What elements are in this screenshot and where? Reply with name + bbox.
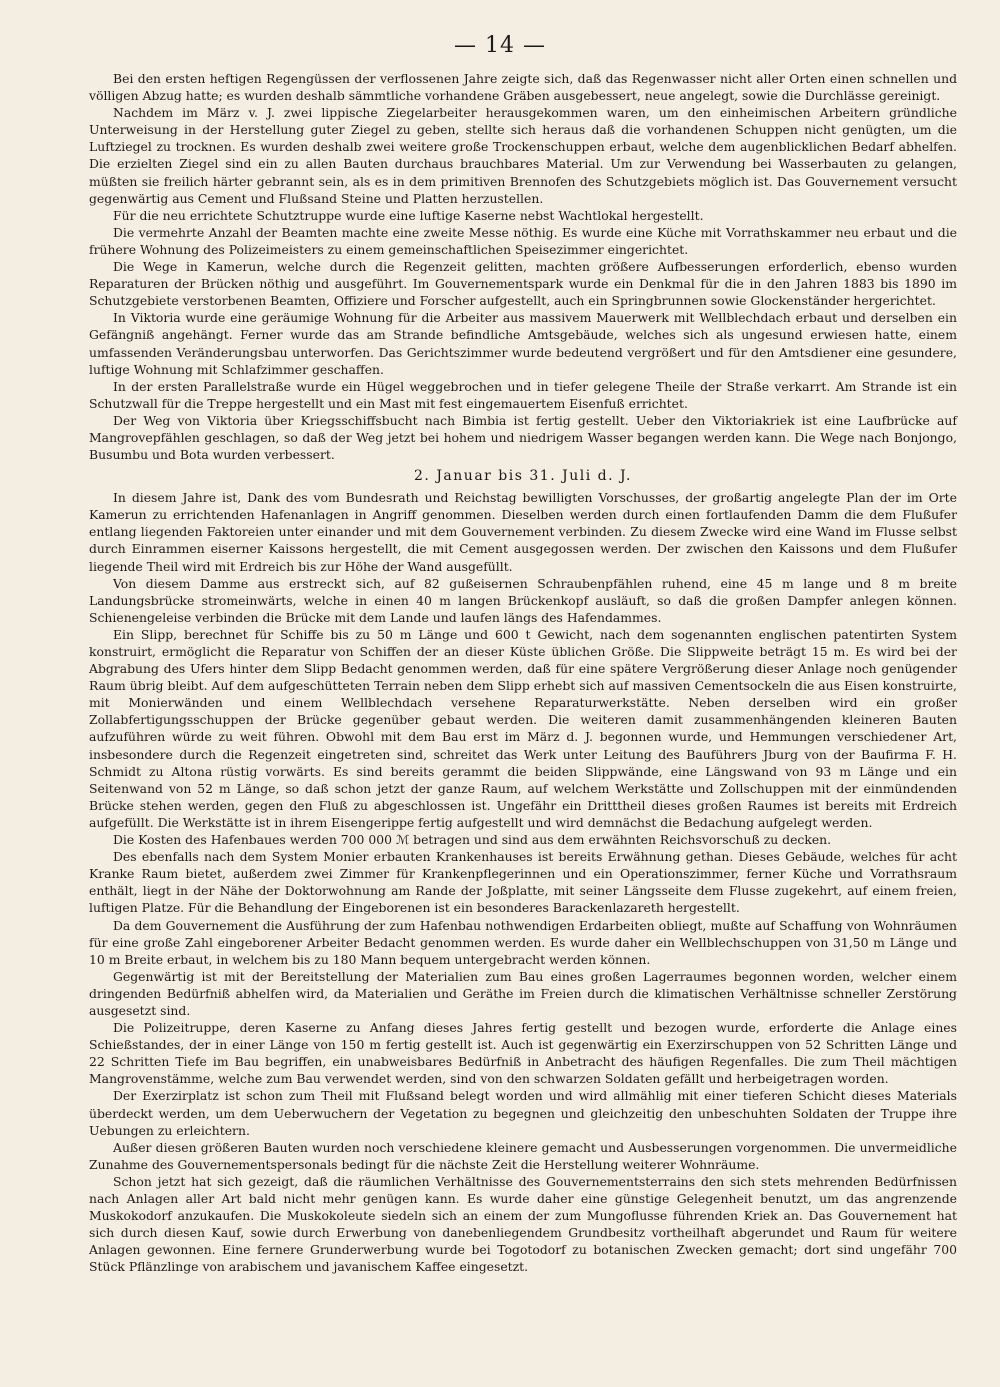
paragraph: Die Kosten des Hafenbaues werden 700 000 ℳ betragen und sind aus dem erwähnten Reichsvorschuß zu decken. — [113, 832, 832, 848]
paragraph: Die vermehrte Anzahl der Beamten machte eine zweite Messe nöthig. Es wurde eine Küche mit Vorrathskammer neu erbaut und die frühere Wohnung des Polizeimeisters zu einem gemeinschaftlichen Speisezimmer eingerichtet. — [89, 224, 957, 257]
section-heading: 2. Januar bis 31. Juli d. J. — [414, 468, 632, 485]
paragraph: Die Polizeitruppe, deren Kaserne zu Anfang dieses Jahres fertig gestellt und bezogen wurde, erforderte die Anlage eines Schießstandes, der in einer Länge von 150 m fertig gestellt ist. Auch ist gegenwärtig ein Exerzirschuppen von 52 Schritten Länge und 22 Schritten Tiefe im Bau begriffen, ein unabweisbares Bedürfniß in Anbetracht des häufigen Regenfalles. Die zum Theil mächtigen Mangrovenstämme, welche zum Bau verwendet werden, sind von den schwarzen Soldaten gefällt und herbeigetragen worden. — [89, 1020, 957, 1087]
paragraph: In Viktoria wurde eine geräumige Wohnung für die Arbeiter aus massivem Mauerwerk mit Wellblechdach erbaut und derselben ein Gefängniß angehängt. Ferner wurde das am Strande befindliche Amtsgebäude, welches sich als ungesund erwiesen hatte, einem umfassenden Veränderungsbau unterworfen. Das Gerichtszimmer wurde bedeutend vergrößert und für den Amtsdiener eine gesundere, luftige Wohnung mit Schlafzimmer geschaffen. — [89, 310, 957, 377]
paragraph: Da dem Gouvernement die Ausführung der zum Hafenbau nothwendigen Erdarbeiten obliegt, mußte auf Schaffung von Wohnräumen für eine große Zahl eingeborener Arbeiter Bedacht genommen werden. Es wurde daher ein Wellblechschuppen von 31,50 m Länge und 10 m Breite erbaut, in welchem bis zu 180 Mann bequem untergebracht werden können. — [89, 917, 957, 967]
page-body — [89, 70, 957, 1275]
paragraph: In diesem Jahre ist, Dank des vom Bundesrath und Reichstag bewilligten Vorschusses, der großartig angelegte Plan der im Orte Kamerun zu errichtenden Hafenanlagen in Angriff genommen. Dieselben werden durch einen fortlaufenden Damm die dem Flußufer entlang liegenden Faktoreien unter einander und mit dem Gouvernement verbinden. Zu diesem Zwecke wird eine Wand im Flusse selbst durch Einrammen eiserner Kaissons hergestellt, die mit Cement ausgegossen werden. Der zwischen den Kaissons und dem Flußufer liegende Theil wird mit Erdreich bis zur Höhe der Wand ausgefüllt. — [89, 490, 957, 574]
paragraph: Des ebenfalls nach dem System Monier erbauten Krankenhauses ist bereits Erwähnung gethan. Dieses Gebäude, welches für acht Kranke Raum bietet, außerdem zwei Zimmer für Krankenpflegerinnen und ein Operationszimmer, ferner Küche und Vorrathsraum enthält, liegt in der Nähe der Doktorwohnung am Rande der Joßplatte, mit seiner Längsseite dem Flusse zugekehrt, auf einem freien, luftigen Platze. Für die Behandlung der Eingeborenen ist ein besonderes Barackenlazareth hergestellt. — [89, 849, 957, 916]
paragraph: Außer diesen größeren Bauten wurden noch verschiedene kleinere gemacht und Ausbesserungen vorgenommen. Die unvermeidliche Zunahme des Gouvernementspersonals bedingt für die nächste Zeit die Herstellung weiterer Wohnräume. — [89, 1139, 957, 1172]
paragraph: Von diesem Damme aus erstreckt sich, auf 82 gußeisernen Schraubenpfählen ruhend, eine 45 m lange und 8 m breite Landungsbrücke stromeinwärts, welche in einen 40 m langen Brückenkopf ausläuft, so daß die großen Dampfer anlegen können. Schienengeleise verbinden die Brücke mit dem Lande und laufen längs des Hafendammes. — [89, 575, 957, 625]
page-number: — 14 — — [454, 33, 546, 58]
paragraph: Die Wege in Kamerun, welche durch die Regenzeit gelitten, machten größere Aufbesserungen erforderlich, ebenso wurden Reparaturen der Brücken nöthig und ausgeführt. Im Gouvernementspark wurde ein Denkmal für die in den Jahren 1883 bis 1890 im Schutzgebiete verstorbenen Beamten, Offiziere und Forscher aufgestellt, auch ein Springbrunnen sowie Glockenständer hergerichtet. — [89, 259, 957, 309]
paragraph: Gegenwärtig ist mit der Bereitstellung der Materialien zum Bau eines großen Lagerraumes begonnen worden, welcher einem dringenden Bedürfniß abhelfen wird, da Materialien und Geräthe im Freien durch die klimatischen Verhältnisse schneller Zerstörung ausgesetzt sind. — [89, 968, 957, 1018]
paragraph: Bei den ersten heftigen Regengüssen der verflossenen Jahre zeigte sich, daß das Regenwasser nicht aller Orten einen schnellen und völligen Abzug hatte; es wurden deshalb sämmtliche vorhandene Gräben ausgebessert, neue angelegt, sowie die Durchlässe gereinigt. — [89, 71, 957, 104]
paragraph: Schon jetzt hat sich gezeigt, daß die räumlichen Verhältnisse des Gouvernementsterrains den sich stets mehrenden Bedürfnissen nach Anlagen aller Art bald nicht mehr genügen kann. Es wurde daher eine günstige Gelegenheit benutzt, um das angrenzende Muskokodorf anzukaufen. Die Muskokoleute siedeln sich an einem der zum Mungoflusse führenden Kriek an. Das Gouvernement hat sich durch diesen Kauf, sowie durch Erwerbung von danebenliegendem Grundbesitz vortheilhaft abgerundet und Raum für weitere Anlagen gewonnen. Eine fernere Grunderwerbung wurde bei Togotodorf zu botanischen Zwecken gemacht; dort sind ungefähr 700 Stück Pflänzlinge von arabischem und javanischem Kaffee eingesetzt. — [89, 1173, 957, 1275]
paragraph: In der ersten Parallelstraße wurde ein Hügel weggebrochen und in tiefer gelegene Theile der Straße verkarrt. Am Strande ist ein Schutzwall für die Treppe hergestellt und ein Mast mit fest eingemauertem Eisenfuß errichtet. — [89, 378, 957, 411]
paragraph: Für die neu errichtete Schutztruppe wurde eine luftige Kaserne nebst Wachtlokal hergestellt. — [113, 207, 704, 223]
paragraph: Der Weg von Viktoria über Kriegsschiffsbucht nach Bimbia ist fertig gestellt. Ueber den Viktoriakriek ist eine Laufbrücke auf Mangrovepfählen geschlagen, so daß der Weg jetzt bei hohem und niedrigem Wasser begangen werden kann. Die Wege nach Bonjongo, Busumbu und Bota wurden verbessert. — [89, 412, 957, 463]
paragraph: Ein Slipp, berechnet für Schiffe bis zu 50 m Länge und 600 t Gewicht, nach dem sogenannten englischen patentirten System konstruirt, ermöglicht die Reparatur von Schiffen der an dieser Küste üblichen Größe. Die Slippweite beträgt 15 m. Es wird bei der Abgrabung des Ufers hinter dem Slipp Bedacht genommen werden, daß für eine spätere Vergrößerung dieser Anlage noch genügender Raum übrig bleibt. Auf dem aufgeschütteten Terrain neben dem Slipp erhebt sich auf massiven Cementsockeln die aus Eisen konstruirte, mit Monierwänden und einem Wellblechdach versehene Reparaturwerkstätte. Neben derselben wird ein großer Zollabfertigungsschuppen der Brücke gegenüber gebaut werden. Die weiteren damit zusammenhängenden kleineren Bauten aufzuführen würde zu weit führen. Obwohl mit dem Bau erst im März d. J. begonnen wurde, und Hemmungen verschiedener Art, insbesondere durch die Regenzeit eingetreten sind, schreitet das Werk unter Leitung des Bauführers Jburg von der Baufirma F. H. Schmidt zu Altona rüstig vorwärts. Es sind bereits gerammt die beiden Slippwände, eine Längswand von 93 m Länge und ein Seitenwand von 52 m Länge, so daß schon jetzt der ganze Raum, auf welchem Werkstätte und Zollschuppen mit der einmündenden Brücke stehen werden, gegen den Fluß zu abgeschlossen ist. Ungefähr ein Dritttheil dieses großen Raumes ist bereits mit Erdreich aufgefüllt. Die Werkstätte ist in ihrem Eisengerippe fertig aufgestellt und wird demnächst die Bedachung aufgelegt werden. — [89, 626, 957, 830]
paragraph: Der Exerzirplatz ist schon zum Theil mit Flußsand belegt worden und wird allmählig mit einer tieferen Schicht dieses Materials überdeckt werden, um dem Ueberwuchern der Vegetation zu begegnen und gleichzeitig den unbeschuhten Soldaten der Truppe ihre Uebungen zu erleichtern. — [89, 1088, 957, 1138]
paragraph: Nachdem im März v. J. zwei lippische Ziegelarbeiter herausgekommen waren, um den einheimischen Arbeitern gründliche Unterweisung in der Herstellung guter Ziegel zu geben, stellte sich heraus daß die vorhandenen Schuppen nicht genügten, um die Luftziegel zu trocknen. Es wurden deshalb zwei weitere große Trockenschuppen erbaut, welche dem augenblicklichen Bedarf abhelfen. Die erzielten Ziegel sind ein zu allen Bauten durchaus brauchbares Material. Um zur Verwendung bei Wasserbauten zu gelangen, müßten sie freilich härter gebrannt sein, als es in dem primitiven Brennofen des Schutzgebiets möglich ist. Das Gouvernement versucht gegenwärtig aus Cement und Flußsand Steine und Platten herzustellen. — [89, 105, 957, 206]
